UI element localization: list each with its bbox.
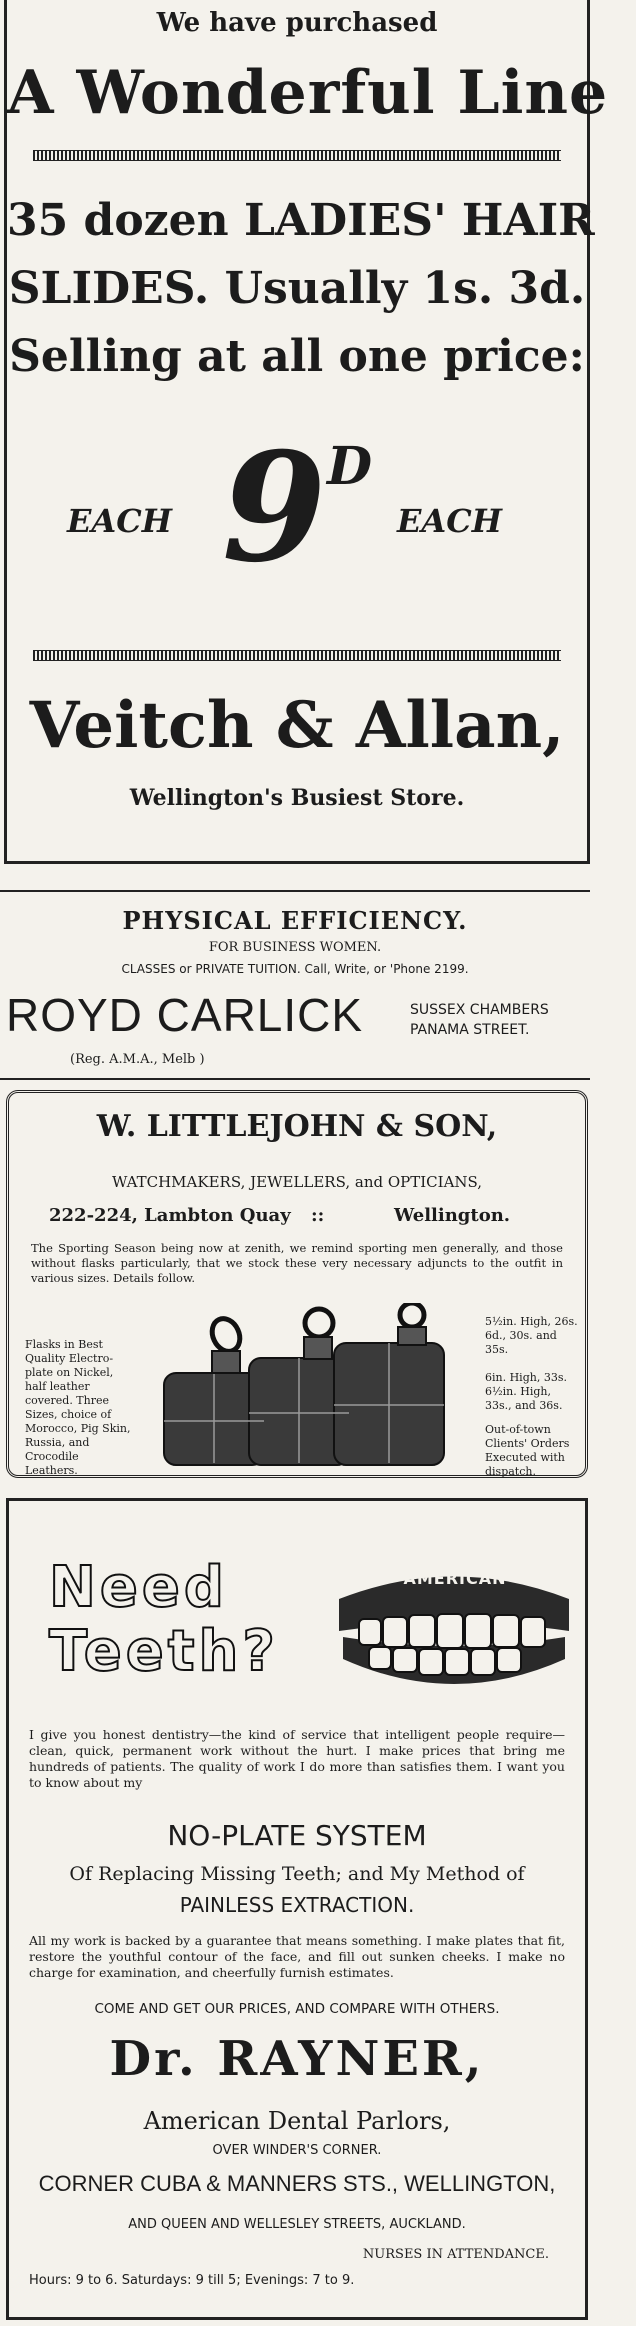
american-badge: AMERICAN [403, 1569, 507, 1588]
carlick-reg: (Reg. A.M.A., Melb ) [70, 1052, 205, 1067]
carlick-address-2: PANAMA STREET. [410, 1022, 530, 1038]
come-get-prices: COME AND GET OUR PRICES, AND COMPARE WITH OTHERS. [94, 2001, 500, 2017]
wellington-address: CORNER CUBA & MANNERS STS., WELLINGTON, [38, 2171, 556, 2196]
each-left: EACH [67, 502, 172, 540]
carlick-title: PHYSICAL EFFICIENCY. [122, 906, 468, 935]
carlick-address-1: SUSSEX CHAMBERS [410, 1002, 549, 1018]
size-1: 5½in. High, 26s. 6d., 30s. and 35s. [485, 1315, 578, 1356]
dental-parlors: American Dental Parlors, [143, 2107, 451, 2135]
littlejohn-ad [6, 1090, 588, 1478]
flasks-description: Flasks in Best Quality Electro-plate on Nickel, half leather covered. Three Sizes, choice of Morocco, Pig Skin, Russia, and Crocodile Leathers. [25, 1338, 131, 1477]
over-winders-corner: OVER WINDER'S CORNER. [212, 2143, 382, 2158]
auckland-address: AND QUEEN AND WELLESLEY STREETS, AUCKLAND. [128, 2217, 466, 2232]
offer-line-2: SLIDES. Usually 1s. 3d. [8, 263, 586, 314]
decorative-rule [33, 150, 561, 161]
rayner-intro: I give you honest dentistry—the kind of service that intelligent people require—clean, quick, permanent work without the hurt. I make prices that bring me hundreds of patients. The quality of work I do more than satisfies them. I want you to know about my [29, 1727, 565, 1790]
rayner-ad [6, 1498, 588, 2320]
offer-line-3: Selling at all one price: [9, 331, 585, 382]
store-tagline: Wellington's Busiest Store. [129, 785, 465, 811]
carlick-sub2: CLASSES or PRIVATE TUITION. Call, Write, or 'Phone 2199. [121, 962, 469, 976]
littlejohn-address [49, 1205, 565, 1229]
rayner-guarantee: All my work is backed by a guarantee that means something. I make plates that fit, restore the youthful contour of the face, and fill out sunken cheeks. I make no charge for examination, and cheerfully furnish estimates. [29, 1933, 565, 1980]
price-row [7, 420, 587, 596]
nurses-in-attendance: NURSES IN ATTENDANCE. [362, 2247, 549, 2262]
carlick-name: ROYD CARLICK [6, 989, 364, 1041]
painless-extraction: PAINLESS EXTRACTION. [179, 1893, 415, 1917]
price-number: 9 [222, 420, 327, 596]
opening-hours: Hours: 9 to 6. Saturdays: 9 till 5; Evenings: 7 to 9. [29, 2273, 355, 2288]
teeth-text: Teeth? [49, 1619, 279, 1684]
top-line: We have purchased [156, 8, 438, 38]
doctor-name: Dr. RAYNER, [109, 2031, 485, 2087]
headline: A Wonderful Line [7, 58, 609, 128]
price-superscript: D [327, 436, 373, 497]
littlejohn-intro: The Sporting Season being now at zenith, we remind sporting men generally, and those without flasks particularly, that we stock these very necessary adjuncts to the outfit in various sizes. Details follow. [31, 1241, 563, 1285]
royd-carlick-ad [0, 890, 590, 1080]
carlick-sub1: FOR BUSINESS WOMEN. [208, 940, 382, 955]
address-separator: :: [311, 1205, 325, 1226]
offer-line-1: 35 dozen LADIES' HAIR [7, 195, 595, 246]
each-right: EACH [397, 502, 502, 540]
address-number: 222-224, Lambton Quay [49, 1205, 291, 1226]
size-2: 6in. High, 33s. 6½in. High, 33s., and 36s. [485, 1371, 567, 1412]
price [222, 420, 392, 596]
flasks-illustration [154, 1303, 454, 1468]
littlejohn-trades: WATCHMAKERS, JEWELLERS, and OPTICIANS, [111, 1173, 483, 1191]
store-name: Veitch & Allan, [29, 688, 565, 763]
out-of-town-orders: Out-of-town Clients' Orders Executed with dispatch. [485, 1423, 570, 1478]
decorative-rule [33, 650, 561, 661]
need-text: Need [49, 1555, 228, 1620]
replacing-method: Of Replacing Missing Teeth; and My Method of [69, 1863, 525, 1885]
no-plate-system: NO-PLATE SYSTEM [167, 1819, 427, 1852]
veitch-allan-ad [4, 0, 609, 864]
littlejohn-name: W. LITTLEJOHN & SON, [96, 1109, 498, 1144]
address-city: Wellington. [394, 1205, 511, 1226]
